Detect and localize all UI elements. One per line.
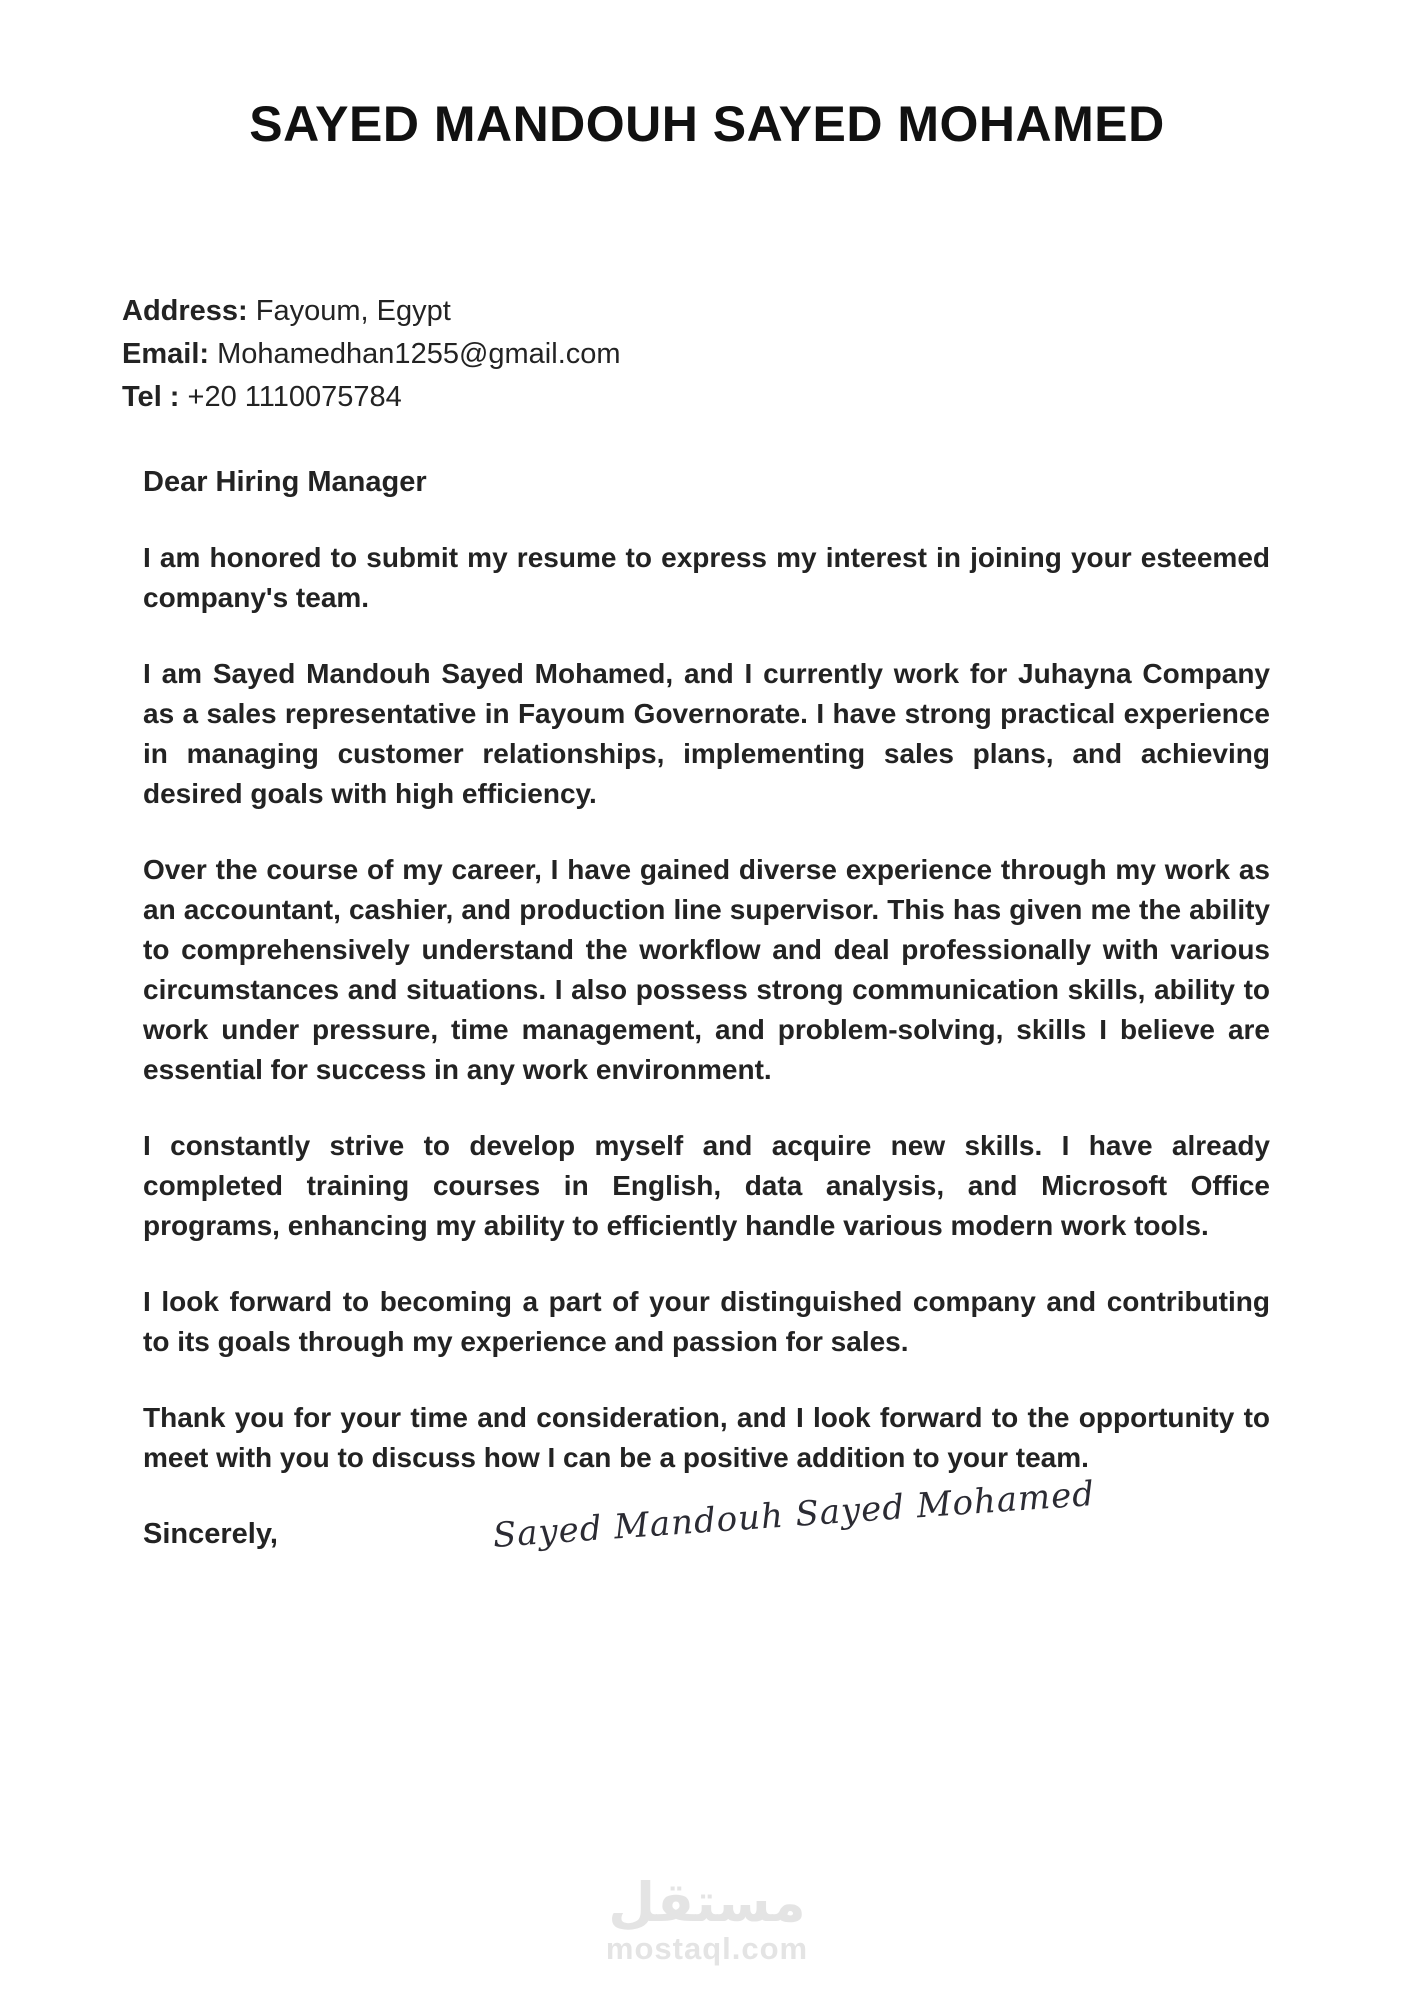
mostaql-domain-text: mostaql.com: [605, 1931, 809, 1966]
page-title: SAYED MANDOUH SAYED MOHAMED: [249, 96, 1165, 152]
address-value: Fayoum, Egypt: [255, 295, 451, 327]
letter-paragraph-2: I am Sayed Mandouh Sayed Mohamed, and I currently work for Juhayna Company as a sales representative in Fayoum Governorate. I have strong practical experience in managing customer relationships, implementing sales plans, and achieving desired goals with high efficiency.: [143, 658, 1270, 809]
letter-body: [143, 462, 1270, 1566]
email-label: Email:: [122, 338, 210, 370]
address-label: Address:: [122, 295, 248, 327]
letter-paragraph-5: I look forward to becoming a part of your distinguished company and contributing to its goals through my experience and passion for sales.: [143, 1286, 1270, 1357]
letter-paragraph-1: I am honored to submit my resume to express my interest in joining your esteemed company's team.: [143, 542, 1270, 613]
closing-row: [143, 1473, 1270, 1566]
contact-email-row: [122, 333, 1414, 376]
letter-paragraph-4: I constantly strive to develop myself and acquire new skills. I have already completed training courses in English, data analysis, and Microsoft Office programs, enhancing my ability to efficiently handle various modern work tools.: [143, 1130, 1270, 1241]
letter-paragraph-6: Thank you for your time and consideration, and I look forward to the opportunity to meet with you to discuss how I can be a positive addition to your team.: [143, 1402, 1270, 1473]
closing-word: Sincerely,: [143, 1518, 278, 1550]
handwritten-signature: Sayed Mandouh Sayed Mohamed: [491, 1473, 1097, 1556]
contact-block: [122, 290, 1414, 419]
letter-paragraph-3: Over the course of my career, I have gained diverse experience through my work as an accountant, cashier, and production line supervisor. This has given me the ability to comprehensively understand the workflow and deal professionally with various circumstances and situations. I also possess strong communication skills, ability to work under pressure, time management, and problem-solving, skills I believe are essential for success in any work environment.: [143, 854, 1270, 1085]
tel-label: Tel :: [122, 381, 180, 413]
tel-value: +20 1110075784: [187, 381, 402, 413]
email-value: Mohamedhan1255@gmail.com: [217, 338, 621, 370]
salutation: Dear Hiring Manager: [143, 466, 427, 498]
mostaql-watermark: [0, 1871, 1414, 1966]
contact-address-row: [122, 290, 1414, 333]
mostaql-arabic-logo: مستقل: [608, 1871, 806, 1934]
contact-tel-row: [122, 376, 1414, 419]
